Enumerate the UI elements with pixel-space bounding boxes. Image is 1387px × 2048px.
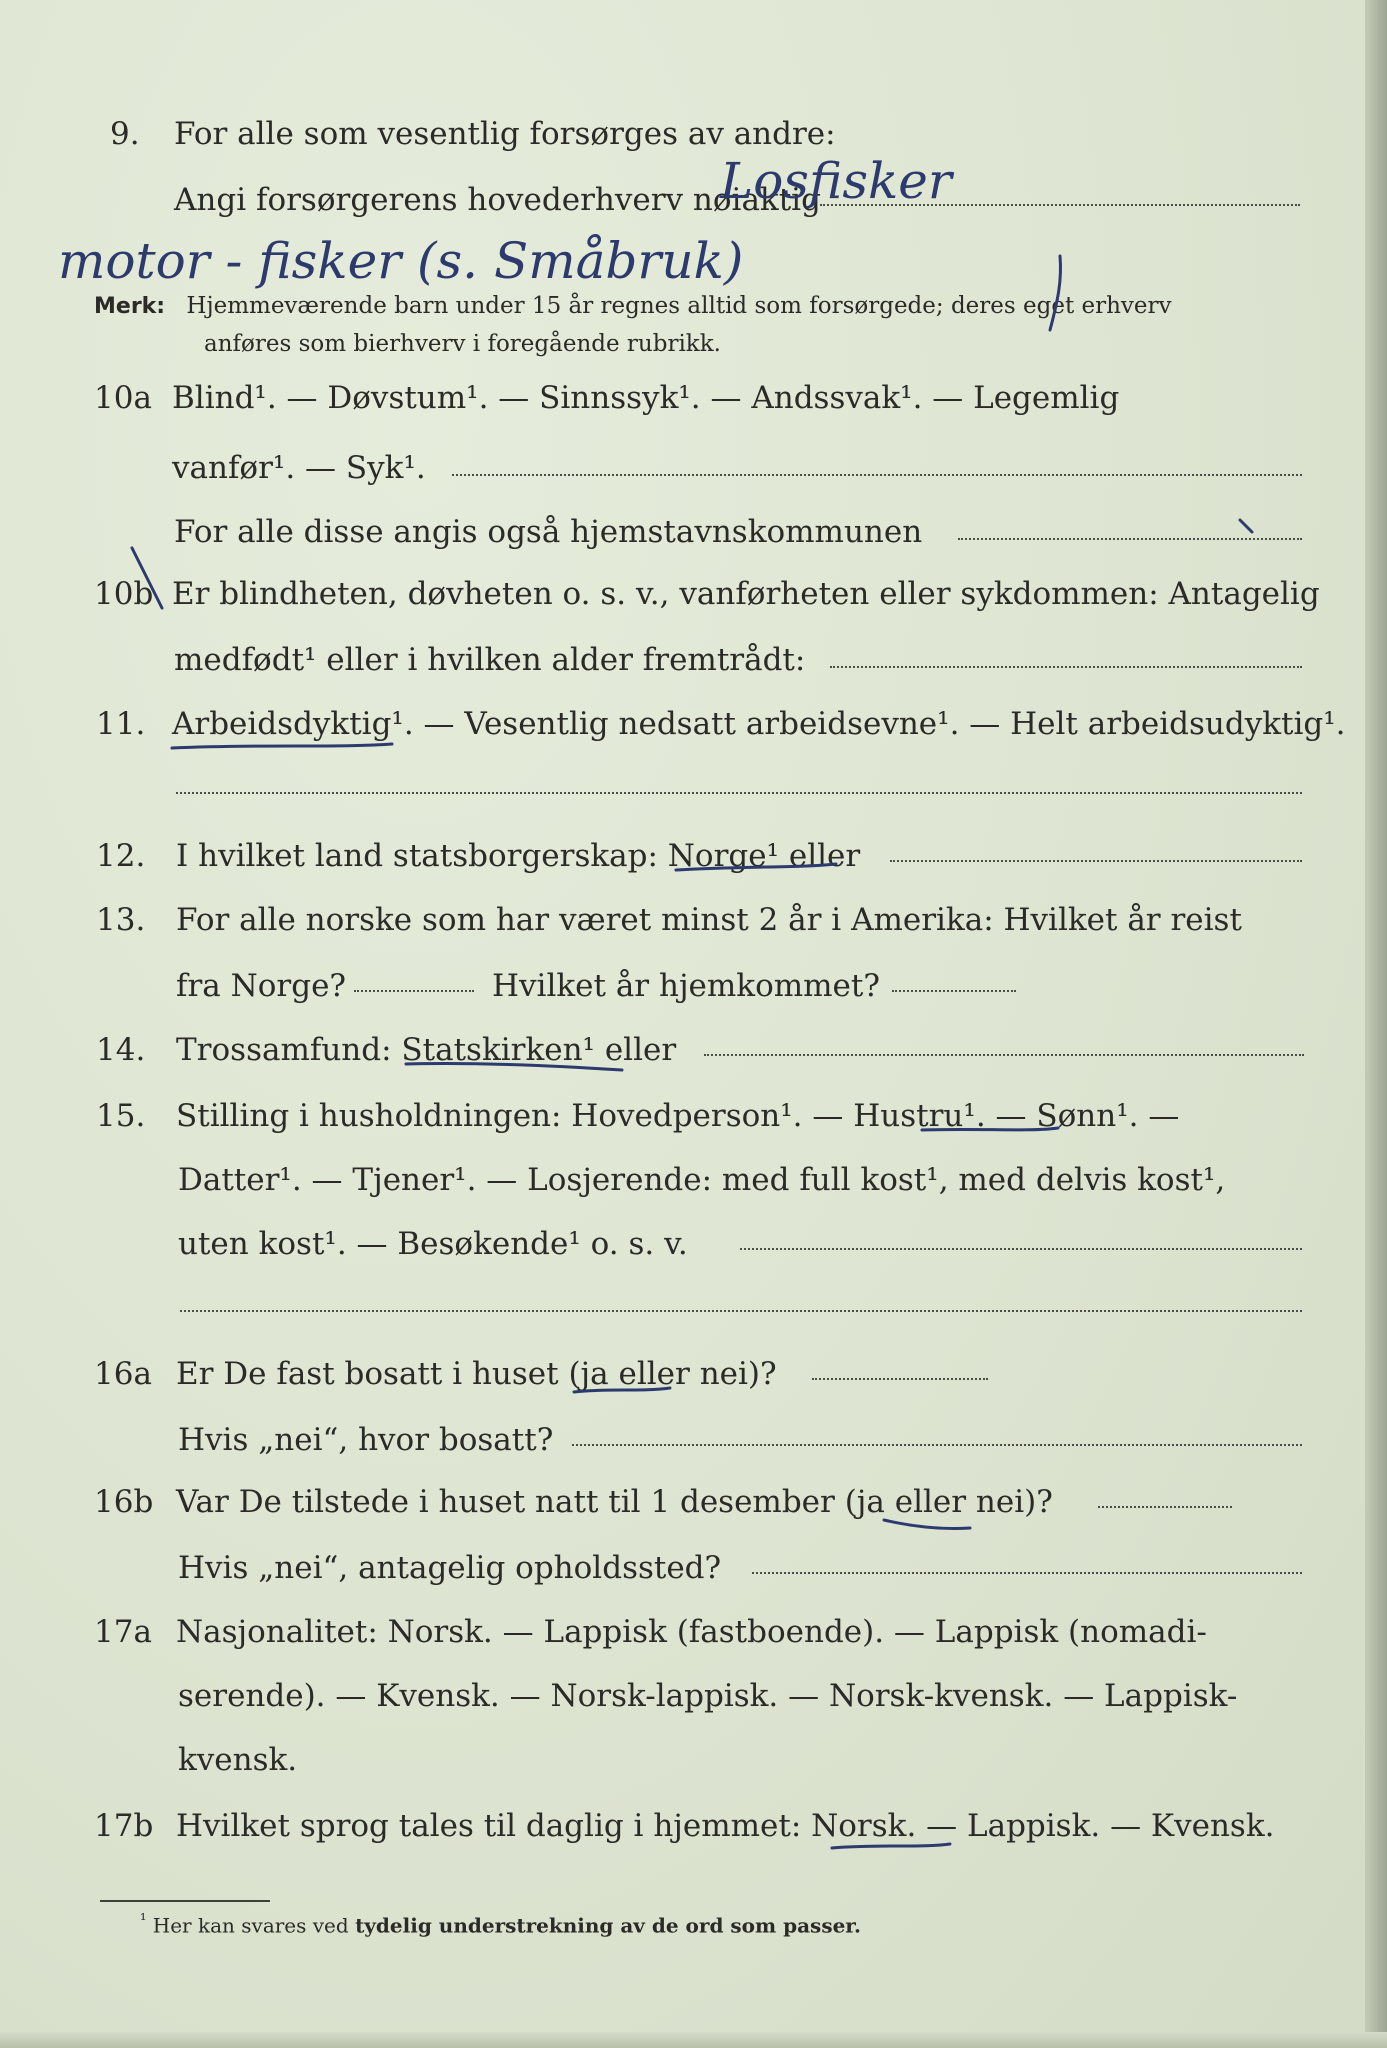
q16b-line1: Var De tilstede i huset natt til 1 desember (ja eller nei)? [176, 1484, 1053, 1520]
q14-line1: Trossamfund: Statskirken¹ eller [176, 1032, 677, 1068]
q9-handwritten-answer-1: Losfisker [720, 152, 952, 210]
q16a-number: 16a [94, 1356, 152, 1392]
underline-hustru [922, 1128, 1058, 1130]
pen-tick-10b [132, 548, 162, 608]
underline-arbeidsdyktig [172, 744, 392, 748]
underline-ja-16a [574, 1388, 670, 1392]
q17b-number: 17b [94, 1808, 154, 1844]
q17a-line2: serende). — Kvensk. — Norsk-lappisk. — Norsk-kvensk. — Lappisk- [178, 1678, 1238, 1714]
q14-number: 14. [96, 1032, 146, 1068]
q10b-line1: Er blindheten, døvheten o. s. v., vanførheten eller sykdommen: Antagelig [172, 576, 1320, 612]
q15-line1: Stilling i husholdningen: Hovedperson¹. — Hustru¹. — Sønn¹. — [176, 1098, 1180, 1134]
q9-number: 9. [110, 116, 140, 152]
q12-number: 12. [96, 838, 146, 874]
q17b-line1: Hvilket sprog tales til daglig i hjemmet: Norsk. — Lappisk. — Kvensk. [176, 1808, 1275, 1844]
q10b-number: 10b [94, 576, 154, 612]
q13-line2a: fra Norge? [176, 968, 347, 1004]
q15-line3: uten kost¹. — Besøkende¹ o. s. v. [178, 1226, 688, 1262]
q13-line1: For alle norske som har været minst 2 år i Amerika: Hvilket år reist [176, 902, 1242, 938]
q13-line2b: Hvilket år hjemkommet? [492, 968, 880, 1004]
underline-statskirken [406, 1063, 622, 1070]
q13-number: 13. [96, 902, 146, 938]
underline-ja-16b [884, 1520, 970, 1529]
q10a-line2: vanfør¹. — Syk¹. [172, 450, 426, 486]
footnote-mark: ¹ [140, 1910, 147, 1929]
q10a-line3: For alle disse angis også hjemstavnskommunen [174, 514, 923, 550]
q9-line2: Angi forsørgerens hovederhverv nøiaktig [174, 182, 821, 218]
q10a-number: 10a [94, 380, 152, 416]
pen-mark-10a [1240, 520, 1252, 532]
q9-line1: For alle som vesentlig forsørges av andre: [174, 116, 836, 152]
merk-text-1: Hjemmeværende barn under 15 år regnes alltid som forsørgede; deres eget erhverv [186, 293, 1172, 319]
q16a-line2: Hvis „nei“, hvor bosatt? [178, 1422, 554, 1458]
underline-norge [676, 864, 836, 870]
q9-handwritten-answer-2: motor - fisker (s. Småbruk) [58, 232, 744, 290]
q11-line1: Arbeidsdyktig¹. — Vesentlig nedsatt arbeidsevne¹. — Helt arbeidsudyktig¹. [172, 706, 1346, 742]
q17a-line1: Nasjonalitet: Norsk. — Lappisk (fastboende). — Lappisk (nomadi- [176, 1614, 1207, 1650]
q17a-number: 17a [94, 1614, 152, 1650]
q15-number: 15. [96, 1098, 146, 1134]
pen-stroke-bracket [1050, 256, 1061, 330]
merk-label: Merk: [94, 294, 166, 319]
merk-note-line2: anføres som bierhverv i foregående rubrikk. [204, 331, 721, 357]
q16b-number: 16b [94, 1484, 154, 1520]
q17a-line3: kvensk. [178, 1742, 298, 1778]
q16b-line2: Hvis „nei“, antagelig opholdssted? [178, 1550, 722, 1586]
q16a-line1: Er De fast bosatt i huset (ja eller nei)? [176, 1356, 777, 1392]
q15-line2: Datter¹. — Tjener¹. — Losjerende: med full kost¹, med delvis kost¹, [178, 1162, 1226, 1198]
underline-norsk [832, 1844, 950, 1848]
q11-number: 11. [96, 706, 146, 742]
q10b-line2: medfødt¹ eller i hvilken alder fremtrådt: [174, 642, 806, 678]
footnote-text-bold: tydelig understrekning av de ord som passer. [355, 1913, 861, 1938]
footnote-text-plain: Her kan svares ved [152, 1913, 349, 1938]
q10a-line1: Blind¹. — Døvstum¹. — Sinnssyk¹. — Andssvak¹. — Legemlig [172, 380, 1120, 416]
q12-line1: I hvilket land statsborgerskap: Norge¹ eller [176, 838, 861, 874]
